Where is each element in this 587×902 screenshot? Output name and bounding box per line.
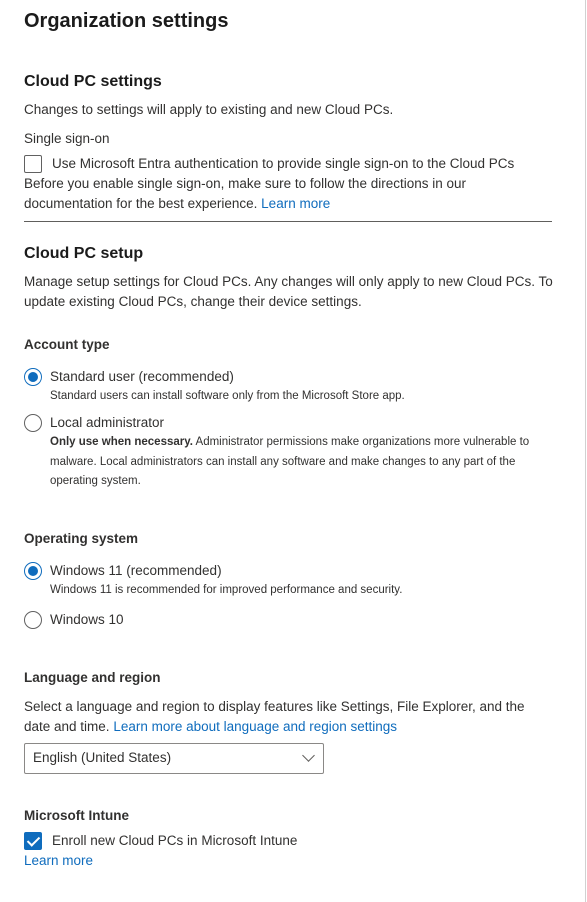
enroll-intune-checkbox[interactable] (24, 832, 42, 850)
account-type-label: Account type (24, 337, 110, 352)
local-administrator-radio-label[interactable]: Local administrator (50, 415, 165, 430)
cloud-pc-setup-description: Manage setup settings for Cloud PCs. Any changes will only apply to new Cloud PCs. To update existing Cloud PCs, change their device settings. (24, 274, 553, 309)
single-sign-on-label: Single sign-on (24, 131, 110, 146)
single-sign-on-help-text: Before you enable single sign-on, make sure to follow the directions in our documentation for the best experience. (24, 176, 466, 211)
standard-user-description: Standard users can install software only from the Microsoft Store app. (50, 390, 405, 402)
local-administrator-warning: Only use when necessary. (50, 436, 193, 448)
language-region-selected-value: English (United States) (33, 750, 172, 765)
windows-11-description: Windows 11 is recommended for improved performance and security. (50, 584, 403, 596)
windows-10-radio-label[interactable]: Windows 10 (50, 612, 124, 627)
microsoft-intune-label: Microsoft Intune (24, 808, 129, 823)
standard-user-radio[interactable] (24, 368, 42, 386)
enroll-intune-checkbox-label[interactable]: Enroll new Cloud PCs in Microsoft Intune (52, 833, 298, 848)
operating-system-label: Operating system (24, 531, 139, 546)
language-region-learn-more-link[interactable]: Learn more about language and region settings (113, 719, 398, 734)
windows-10-radio[interactable] (24, 611, 42, 629)
cloud-pc-settings-description: Changes to settings will apply to existing and new Cloud PCs. (24, 102, 394, 117)
language-region-description-text: Select a language and region to display features like Settings, File Explorer, and the date and time. (24, 699, 525, 734)
cloud-pc-setup-heading: Cloud PC setup (24, 245, 144, 262)
windows-11-radio[interactable] (24, 562, 42, 580)
local-administrator-description (50, 433, 550, 492)
cloud-pc-settings-heading: Cloud PC settings (24, 73, 162, 90)
single-sign-on-help (24, 174, 554, 214)
language-region-label: Language and region (24, 670, 161, 685)
local-administrator-radio[interactable] (24, 414, 42, 432)
standard-user-radio-label[interactable]: Standard user (recommended) (50, 369, 234, 384)
windows-11-radio-label[interactable]: Windows 11 (recommended) (50, 563, 222, 578)
page-title: Organization settings (24, 10, 229, 32)
section-divider (24, 221, 552, 222)
local-administrator-description-text: Administrator permissions make organizations more vulnerable to malware. Local administrators can install any software and make changes to any part of the operating system. (50, 436, 530, 487)
language-region-dropdown[interactable] (24, 743, 324, 774)
single-sign-on-learn-more-link[interactable]: Learn more (261, 196, 331, 211)
single-sign-on-checkbox[interactable] (24, 155, 42, 173)
intune-learn-more-link[interactable]: Learn more (24, 853, 94, 868)
chevron-down-icon (302, 749, 315, 762)
single-sign-on-checkbox-label[interactable]: Use Microsoft Entra authentication to provide single sign-on to the Cloud PCs (52, 156, 515, 171)
language-region-description (24, 697, 554, 737)
